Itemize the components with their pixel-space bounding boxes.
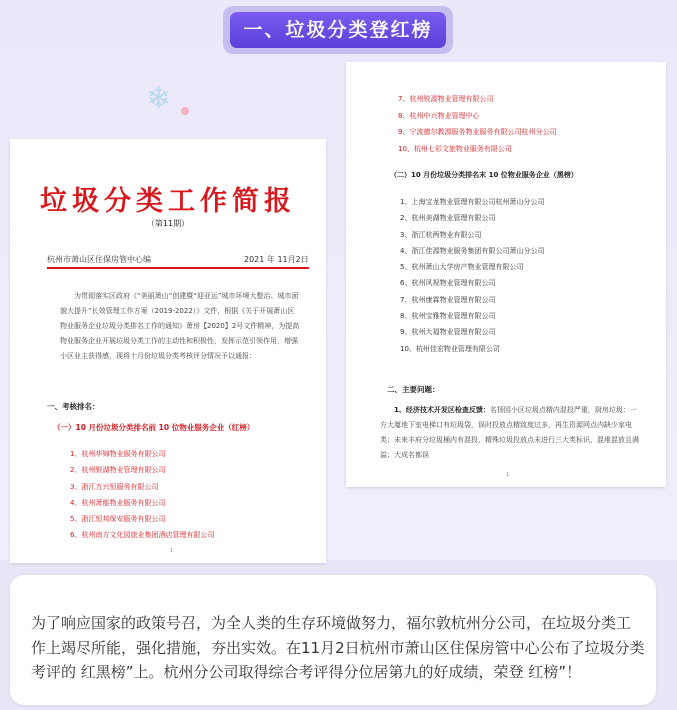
caption-card [10,575,656,705]
list-item: 10、杭州佳宏物业管理有限公司 [400,344,500,353]
section-title: 一、垃圾分类登红榜 [230,12,446,48]
list-item: 6、杭州南方文化园旅业集团酒店管理有限公司 [70,531,215,540]
brief-editor: 杭州市萧山区住保房管中心编 [47,255,151,264]
list-item: 8、杭州宝雅物业管理有限公司 [400,312,496,321]
brief-title: 垃圾分类工作简报 [40,186,296,217]
problem-text: 名扬园小区垃圾点精内混投严重，厨房垃圾：一方大厦地下室电梯口有垃圾袋，误时投放点精致度过多，再生资源网点内缺少家电类；未来丰府分垃圾桶内有混投，精殊垃圾投放点未进行三大类标识，混堆混放且满溢；大成名都误 [380,406,639,459]
caption-text: 为了响应国家的政策号召，为全人类的生存环境做努力，福尔敦杭州分公司，在垃圾分类工作上竭尽所能，强化措施，夯出实效。在11月2日杭州市萧山区住保房管中心公布了垃圾分类考评的 红黑榜”上。杭州分公司取得综合考评得分位居第九的好成绩，荣登 红榜”！ [31,614,645,681]
list-item: 3、浙江杭两物业有限公司 [400,230,482,239]
list-item: 10、杭州七彩文旅物业服务有限公司 [398,144,512,153]
red-list-heading: （一）10 月份垃圾分类排名前 10 位物业服务企业（红榜） [53,423,255,432]
section-title-frame [223,6,453,54]
page-number: 1 [506,472,510,478]
problems-paragraph [380,403,642,463]
list-item: 5、浙江恒邦保安服务有限公司 [70,515,166,524]
brief-page-right [346,62,666,487]
list-item: 6、杭州风视物业管理有限公司 [400,279,496,288]
list-item: 9、宁波德尔教源服务物业服务有限公司杭州分公司 [398,128,557,136]
snowflake-icon: ❄ [146,81,172,116]
decorative-dot [181,107,189,115]
list-item: 7、杭州康霖物业管理有限公司 [400,295,496,304]
problem-lead: 1、经济技术开发区检查反馈： [394,406,490,414]
black-list [400,194,544,357]
list-item: 1、上海宝龙物业管理有限公司杭州萧山分公司 [400,198,545,206]
list-item: 4、杭州萧能物业服务有限公司 [70,498,166,507]
list-item: 9、杭州大福物业管理有限公司 [400,328,496,337]
list-item: 7、杭州锐源物业管理有限公司 [398,95,494,103]
list-item: 1、杭州华锦物业服务有限公司 [70,450,166,458]
problems-heading: 二、主要问题： [387,385,440,394]
list-item: 3、浙江万兴恒服务有限公司 [70,482,159,491]
list-item: 5、杭州萧山大学房产物业管理有限公司 [400,263,524,272]
list-item: 2、杭州银湖物业管理有限公司 [70,466,166,475]
red-list-continued [398,91,556,157]
brief-issue: （第11期） [146,219,190,228]
ranking-heading: 一、考核排名： [47,402,100,411]
black-list-heading: （二）10 月份垃圾分类排名末 10 位物业服务企业（黑榜） [390,171,578,179]
brief-date: 2021 年 11月2日 [244,255,309,264]
list-item: 4、浙江佳源物业服务集团有限公司萧山分公司 [400,246,545,255]
page-number: 1 [170,548,174,554]
list-item: 2、杭州美湖物业管理有限公司 [400,214,496,223]
brief-intro: 为贯彻落实区政府《“美丽萧山”创建暨“迎亚运”城市环境大整治、城市面貌大提升”长效管理工作方案（2019-2022）》文件，根据《关于开展萧山区物业服务企业垃圾分类排名工作的通知》萧房【2020】2号文件精神，为提高物业服务企业开展垃圾分类工作的主动性和积极性，发挥示范引领作用，增强小区业主获得感，现将十月份垃圾分类考核评分情况予以通报： [60,292,300,360]
list-item: 8、杭州中兴物业管理中心 [398,111,480,120]
red-list [70,446,214,544]
red-divider [47,267,309,269]
brief-page-left [10,139,326,563]
